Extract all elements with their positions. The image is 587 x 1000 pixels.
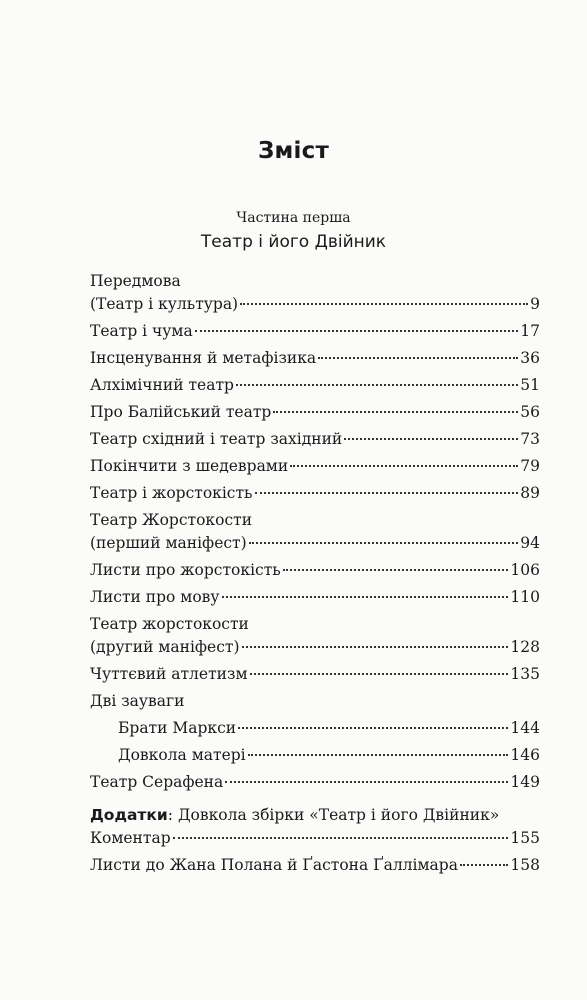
part-label: Частина перша (236, 210, 351, 226)
toc-page-number: 9 (530, 295, 540, 313)
toc-main-list (90, 270, 540, 794)
toc-page-number: 56 (520, 403, 540, 421)
page-title: Зміст (258, 138, 329, 164)
toc-entry-line (90, 428, 540, 451)
toc-entry (90, 455, 540, 478)
toc-entry-line (90, 347, 540, 370)
toc-page-number: 51 (520, 376, 540, 394)
toc-entry-line (90, 532, 540, 555)
toc-page-number: 110 (510, 588, 540, 606)
toc-entry (90, 744, 540, 767)
toc-entry-line (118, 744, 540, 767)
part-title: Театр і його Двійник (200, 232, 387, 252)
toc-entry (90, 690, 540, 713)
dot-leader (248, 754, 509, 756)
toc-entry-line (90, 586, 540, 609)
toc-page-number: 146 (510, 746, 540, 764)
toc-entry-title: Листи до Жана Полана й Ґастона Ґаллімара (90, 856, 458, 874)
toc-entry-line (90, 270, 540, 293)
toc-entry-line (90, 854, 540, 877)
toc-page-number: 89 (520, 484, 540, 502)
dot-leader (318, 357, 518, 359)
toc-entry (90, 559, 540, 582)
toc-entry-title: (другий маніфест) (90, 638, 240, 656)
toc-entry (90, 771, 540, 794)
toc-entry-title: Театр жорстокости (90, 615, 249, 633)
toc-page-number: 158 (510, 856, 540, 874)
toc-entry (90, 401, 540, 424)
toc-page-number: 128 (510, 638, 540, 656)
toc-page-number: 94 (520, 534, 540, 552)
toc-entry-line (118, 717, 540, 740)
toc-page-number: 106 (510, 561, 540, 579)
dot-leader (250, 673, 509, 675)
toc-entry-line (90, 320, 540, 343)
toc-entry (90, 482, 540, 505)
toc-entry-title: Передмова (90, 272, 181, 290)
dot-leader (283, 569, 509, 571)
toc-page-number: 149 (510, 773, 540, 791)
toc-entry-line (90, 663, 540, 686)
toc-entry-line (90, 827, 540, 850)
dot-leader (222, 596, 509, 598)
toc-entry (90, 613, 540, 659)
dot-leader (273, 411, 518, 413)
toc-entry (90, 270, 540, 316)
toc-entry-title: Інсценування й метафізика (90, 349, 317, 367)
toc-entry-title: Листи про жорстокість (90, 561, 281, 579)
toc-entry-line (90, 559, 540, 582)
toc-entry-title: Театр і жорстокість (90, 484, 253, 502)
toc-entry-line (90, 636, 540, 659)
toc-entry-line (90, 455, 540, 478)
toc-page-number: 17 (520, 322, 540, 340)
dot-leader (255, 492, 519, 494)
toc-entry-line (90, 482, 540, 505)
toc-entry (90, 663, 540, 686)
toc-entry-title: (перший маніфест) (90, 534, 247, 552)
toc-entry-title: Про Балійський театр (90, 403, 272, 421)
toc-entry (90, 374, 540, 397)
toc-entry-line (90, 613, 540, 636)
toc-entry (90, 586, 540, 609)
dot-leader (240, 303, 528, 305)
toc-page-number: 155 (510, 829, 540, 847)
dot-leader (290, 465, 518, 467)
toc-page-number: 79 (520, 457, 540, 475)
toc-entry-line (90, 771, 540, 794)
toc-entry (90, 509, 540, 555)
toc-entry-title: Театр східний і театр західний (90, 430, 343, 448)
toc-entry-title: Театр і чума (90, 322, 193, 340)
dot-leader (225, 781, 508, 783)
toc-entry-title: Довкола матері (118, 746, 246, 764)
toc-entry-line (90, 690, 540, 713)
toc-entry (90, 347, 540, 370)
dot-leader (238, 727, 508, 729)
toc-entry (90, 428, 540, 451)
appendix-text: : Довкола збірки «Театр і його Двійник» (167, 806, 500, 824)
toc-entry-title: Театр Серафена (90, 773, 224, 791)
toc-entry-title: Дві зауваги (90, 692, 185, 710)
toc-entry-title: Театр Жорстокости (90, 511, 253, 529)
toc-entry-title: Алхімічний театр (90, 376, 234, 394)
toc-entry-title: Брати Маркси (118, 719, 237, 737)
toc-entry-title: Чуттєвий атлетизм (90, 665, 248, 683)
toc-entry-line (90, 374, 540, 397)
toc-page-number: 36 (520, 349, 540, 367)
toc-entry-title: Покінчити з шедеврами (90, 457, 289, 475)
toc-appendix-list (90, 827, 540, 877)
toc-entry-title: (Театр і культура) (90, 295, 239, 313)
dot-leader (195, 330, 519, 332)
toc-entry-line (90, 509, 540, 532)
dot-leader (242, 646, 509, 648)
toc-entry-title: Коментар (90, 829, 171, 847)
toc-entry (90, 827, 540, 850)
toc-entry-line (90, 293, 540, 316)
toc-entry (90, 717, 540, 740)
dot-leader (249, 542, 519, 544)
appendix-label: Додатки (90, 806, 168, 824)
toc-page-number: 144 (510, 719, 540, 737)
dot-leader (344, 438, 518, 440)
toc-page-number: 73 (520, 430, 540, 448)
dot-leader (173, 837, 509, 839)
dot-leader (460, 864, 508, 866)
dot-leader (236, 384, 518, 386)
toc-entry-title: Листи про мову (90, 588, 220, 606)
toc-entry (90, 320, 540, 343)
appendix-heading (90, 804, 540, 827)
toc-entry-line (90, 401, 540, 424)
toc-page-number: 135 (510, 665, 540, 683)
toc-entry (90, 854, 540, 877)
table-of-contents (90, 270, 540, 877)
